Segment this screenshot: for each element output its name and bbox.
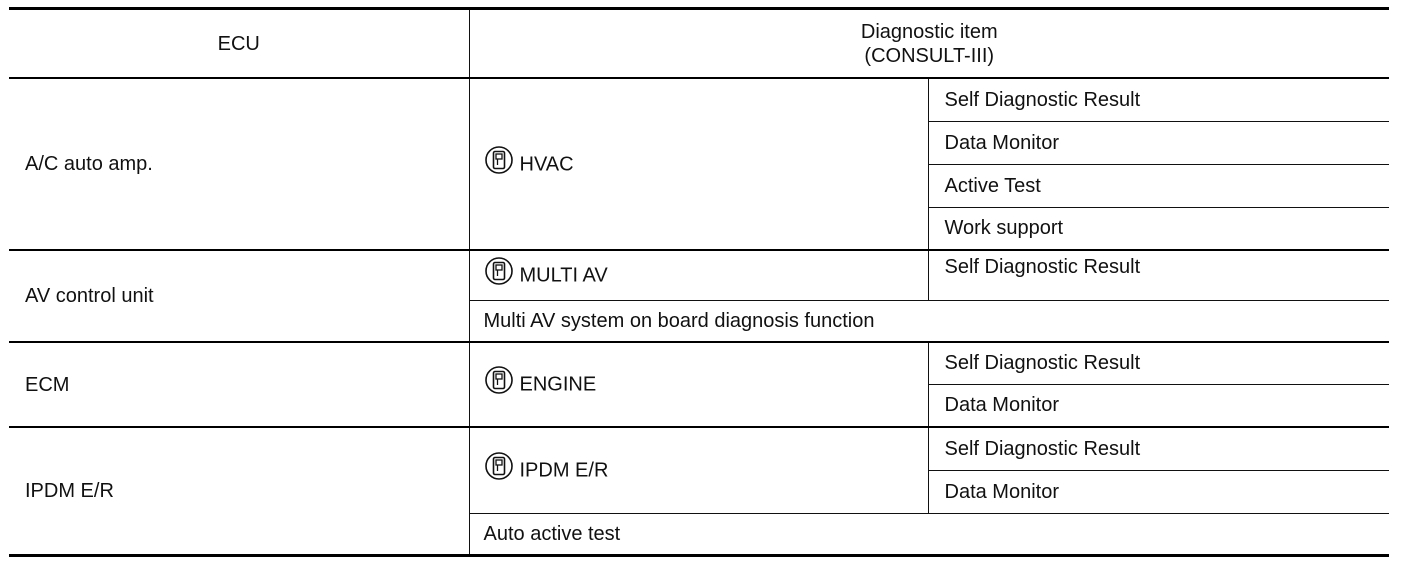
function-label: Data Monitor bbox=[944, 394, 1059, 417]
consult-tool-icon bbox=[484, 365, 514, 401]
function-cell bbox=[928, 78, 1389, 121]
consult-tool-icon bbox=[484, 451, 514, 487]
system-cell bbox=[469, 250, 928, 300]
function-cell bbox=[928, 164, 1389, 207]
system-cell bbox=[469, 342, 928, 427]
function-cell bbox=[928, 207, 1389, 250]
system-name: ENGINE bbox=[519, 373, 597, 396]
system-name: MULTI AV bbox=[519, 264, 608, 287]
diagnostic-item-column-header bbox=[469, 9, 1389, 79]
extra-function-label: Multi AV system on board diagnosis function bbox=[483, 309, 875, 332]
table-header-row bbox=[9, 9, 1389, 79]
function-cell bbox=[928, 250, 1389, 300]
function-label: Data Monitor bbox=[944, 131, 1059, 154]
function-label: Active Test bbox=[944, 174, 1041, 197]
system-cell bbox=[469, 78, 928, 250]
ecu-cell bbox=[9, 427, 469, 555]
system-cell bbox=[469, 427, 928, 513]
table-row bbox=[9, 342, 1389, 384]
table-row bbox=[9, 250, 1389, 300]
function-cell bbox=[928, 121, 1389, 164]
function-cell bbox=[928, 342, 1389, 384]
ecu-column-header bbox=[9, 9, 469, 79]
function-cell bbox=[928, 384, 1389, 427]
function-cell bbox=[928, 427, 1389, 470]
function-label: Self Diagnostic Result bbox=[944, 437, 1141, 460]
function-label: Self Diagnostic Result bbox=[944, 352, 1141, 375]
extra-function-cell bbox=[469, 300, 1389, 342]
function-cell bbox=[928, 470, 1389, 513]
function-label: Data Monitor bbox=[944, 480, 1059, 503]
ecu-name: ECM bbox=[25, 373, 70, 396]
ecu-cell bbox=[9, 78, 469, 250]
extra-function-label: Auto active test bbox=[483, 522, 621, 545]
ecu-cell bbox=[9, 250, 469, 342]
function-label: Self Diagnostic Result bbox=[944, 256, 1141, 278]
ecu-name: A/C auto amp. bbox=[25, 153, 153, 175]
system-name: IPDM E/R bbox=[519, 459, 609, 482]
ecu-cell bbox=[9, 342, 469, 427]
function-label: Work support bbox=[944, 217, 1064, 240]
consult-tool-icon bbox=[484, 145, 514, 181]
diagnostic-item-header-line2: (CONSULT-III) bbox=[864, 44, 995, 67]
function-label: Self Diagnostic Result bbox=[944, 88, 1141, 111]
extra-function-cell bbox=[469, 513, 1389, 555]
diagnostic-item-header-line1: Diagnostic item bbox=[860, 20, 998, 43]
diagnostic-items-table bbox=[9, 7, 1389, 557]
ecu-name: IPDM E/R bbox=[25, 479, 114, 502]
table-row bbox=[9, 427, 1389, 470]
ecu-name: AV control unit bbox=[25, 285, 154, 307]
system-name: HVAC bbox=[519, 153, 574, 175]
ecu-header-label: ECU bbox=[217, 32, 260, 55]
table-row bbox=[9, 78, 1389, 121]
consult-tool-icon bbox=[484, 256, 514, 292]
